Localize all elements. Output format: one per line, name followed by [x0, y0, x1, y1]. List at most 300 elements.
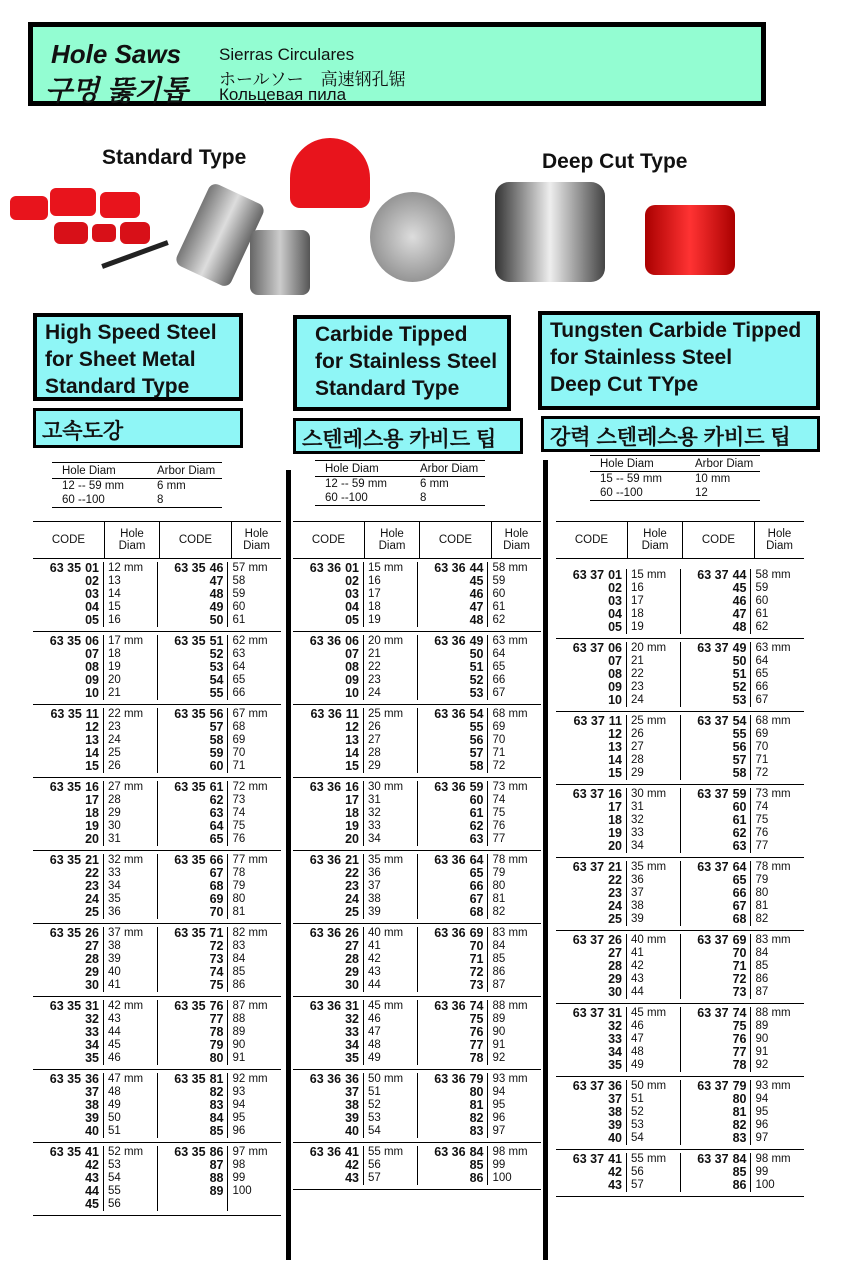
code-prefix: 63 36 [309, 926, 342, 940]
diam-value: 33 [367, 820, 381, 832]
code-suffix: 80 [469, 1085, 484, 1099]
diam-value: 15 mm [367, 562, 404, 574]
hole-diam [631, 960, 680, 973]
code-suffix: 27 [85, 939, 99, 953]
diam-cell [751, 1080, 804, 1145]
diam-value: 98 mm [755, 1153, 791, 1165]
diam-value: 62 mm [232, 635, 268, 647]
code-cell [681, 788, 752, 853]
type-line: Carbide Tipped [315, 323, 468, 346]
diam-value: 20 mm [630, 642, 667, 654]
code-suffix: 47 [209, 574, 224, 588]
arbor-row [315, 477, 485, 491]
diam-value: 91 [755, 1046, 769, 1058]
hole-diam [232, 575, 281, 588]
diam-value: 43 [630, 973, 644, 985]
carbide-hole-saw-image [250, 230, 310, 295]
code-suffix: 26 [85, 926, 99, 940]
diam-value: 85 [232, 966, 246, 978]
code-group [33, 924, 281, 997]
code-cell [418, 1146, 489, 1185]
code-suffix: 60 [209, 759, 224, 773]
hole-diam [492, 979, 541, 992]
hole-diam [755, 1166, 804, 1179]
diam-value: 82 [492, 906, 506, 918]
hole-diam [108, 648, 157, 661]
diam-value: 81 [492, 893, 506, 905]
code-suffix: 52 [732, 680, 747, 694]
diam-value: 54 [107, 1172, 121, 1184]
diam-cell [488, 1000, 541, 1065]
code-suffix: 44 [85, 1184, 99, 1198]
code-prefix: 63 37 [572, 641, 605, 655]
hole-diam [232, 562, 281, 575]
code-suffix: 42 [85, 1158, 99, 1172]
code-suffix: 20 [608, 839, 622, 853]
hole-diam [631, 900, 680, 913]
code-group [293, 559, 541, 632]
diam-value: 48 [107, 1086, 121, 1098]
title-en: Hole Saws [51, 39, 182, 69]
code-suffix: 11 [345, 707, 359, 721]
standard-type-label: Standard Type [102, 146, 247, 169]
code-cell [33, 781, 104, 846]
diam-value: 59 [232, 588, 246, 600]
code-group [293, 924, 541, 997]
hole-diam [755, 1046, 804, 1059]
code-prefix: 63 37 [697, 568, 729, 582]
type-box-hss [33, 313, 243, 401]
code [158, 906, 224, 919]
diam-cell [104, 927, 158, 992]
hole-diam [232, 588, 281, 601]
code [33, 1125, 99, 1138]
code [681, 1059, 747, 1072]
code-cell [681, 1153, 752, 1192]
diam-value: 94 [232, 1099, 246, 1111]
code-suffix: 05 [345, 613, 359, 627]
code-suffix: 20 [85, 832, 99, 846]
code-prefix: 63 37 [572, 1152, 605, 1166]
diam-value: 48 [630, 1046, 644, 1058]
diam-value: 83 mm [755, 934, 791, 946]
code-suffix: 71 [732, 959, 747, 973]
code-suffix: 62 [732, 826, 747, 840]
diam-value: 96 [232, 1125, 246, 1137]
code-suffix: 43 [85, 1171, 99, 1185]
hole-diam [368, 1086, 417, 1099]
code-suffix: 40 [345, 1124, 359, 1138]
code-suffix: 52 [209, 647, 224, 661]
diam-value: 73 [232, 794, 246, 806]
diam-cell [104, 1146, 158, 1211]
diam-cell [228, 635, 281, 700]
hole-diam [368, 794, 417, 807]
column-header: Hole Diam [243, 528, 270, 552]
code-prefix: 63 37 [572, 787, 605, 801]
hole-diam [108, 1073, 157, 1086]
code-cell [158, 1146, 229, 1211]
code-suffix: 82 [732, 1118, 747, 1132]
code-suffix: 28 [608, 959, 622, 973]
code-suffix: 22 [345, 866, 359, 880]
column-header: CODE [160, 522, 232, 558]
diam-value: 88 [232, 1013, 246, 1025]
diam-value: 77 [755, 840, 769, 852]
diam-value: 30 [107, 820, 121, 832]
code-suffix: 30 [85, 978, 99, 992]
diam-value: 49 [367, 1052, 381, 1064]
code-suffix: 18 [608, 813, 622, 827]
hole-diam [368, 953, 417, 966]
diam-value: 24 [107, 734, 121, 746]
code-suffix: 26 [345, 926, 359, 940]
diam-value: 43 [107, 1013, 121, 1025]
code-prefix: 63 35 [174, 1145, 206, 1159]
diam-cell [751, 569, 804, 634]
code [158, 1125, 224, 1138]
diam-value: 89 [755, 1020, 769, 1032]
code-cell [681, 715, 752, 780]
code-group [33, 1070, 281, 1143]
diam-value: 67 mm [232, 708, 268, 720]
hole-diam [108, 661, 157, 674]
code-suffix: 26 [608, 933, 622, 947]
arbor-row [590, 472, 760, 486]
diam-value: 98 [232, 1159, 246, 1171]
hole-diam [492, 562, 541, 575]
code-suffix: 02 [608, 581, 622, 595]
diam-value: 67 [755, 694, 769, 706]
diam-value: 35 mm [630, 861, 667, 873]
table-header-row [33, 521, 281, 559]
code [158, 687, 224, 700]
code-suffix: 12 [85, 720, 99, 734]
diam-value: 17 [367, 588, 381, 600]
arbor-cell: 8 [157, 494, 164, 506]
code-suffix: 65 [732, 873, 747, 887]
code-table-6335 [33, 521, 281, 1216]
code-suffix: 49 [209, 600, 224, 614]
diam-value: 85 [492, 953, 506, 965]
diam-value: 71 [492, 747, 506, 759]
diam-value: 21 [367, 648, 381, 660]
code-suffix: 07 [608, 654, 622, 668]
hole-diam [755, 1106, 804, 1119]
diam-cell [364, 635, 418, 700]
hole-diam [631, 1166, 680, 1179]
diam-value: 93 mm [755, 1080, 791, 1092]
code-suffix: 12 [345, 720, 359, 734]
code-suffix: 67 [732, 899, 747, 913]
diam-value: 77 mm [232, 854, 268, 866]
code-suffix: 82 [469, 1111, 484, 1125]
code-prefix: 63 35 [174, 1072, 206, 1086]
code-suffix: 13 [85, 733, 99, 747]
code-cell [33, 708, 104, 773]
code-suffix: 03 [85, 587, 99, 601]
code [293, 1125, 359, 1138]
hole-diam [755, 840, 804, 853]
diam-value: 49 [630, 1059, 644, 1071]
code-suffix: 24 [608, 899, 622, 913]
hole-diam [492, 648, 541, 661]
code-prefix: 63 36 [309, 1072, 342, 1086]
diam-value: 36 [107, 906, 121, 918]
arbor-header: Hole Diam [62, 465, 116, 477]
code-suffix: 60 [469, 793, 484, 807]
code-suffix: 15 [608, 766, 622, 780]
code-group [33, 778, 281, 851]
diam-value: 46 [630, 1020, 644, 1032]
hole-diam [232, 674, 281, 687]
diam-value: 47 mm [107, 1073, 144, 1085]
code-suffix: 66 [732, 886, 747, 900]
code [556, 1132, 622, 1145]
hole-diam [492, 635, 541, 648]
hole-diam [108, 854, 157, 867]
code [33, 614, 99, 627]
diam-value: 58 [232, 575, 246, 587]
code-cell [556, 788, 627, 853]
hole-diam [631, 694, 680, 707]
hole-diam [492, 953, 541, 966]
column-header: CODE [33, 522, 105, 558]
hole-diam [755, 887, 804, 900]
type-line: High Speed Steel [45, 321, 217, 344]
hole-diam [108, 687, 157, 700]
diam-value: 67 [492, 687, 506, 699]
code [556, 621, 622, 634]
arbor-header: Hole Diam [325, 463, 379, 475]
code [158, 979, 224, 992]
code [556, 913, 622, 926]
hole-diam [755, 655, 804, 668]
code-cell [33, 635, 104, 700]
code-cell [681, 569, 752, 634]
hole-diam [755, 973, 804, 986]
arbor-cell: 12 -- 59 mm [325, 478, 387, 490]
code-suffix: 64 [732, 860, 747, 874]
diam-value: 33 [107, 867, 121, 879]
code [418, 614, 484, 627]
code-suffix: 45 [469, 574, 484, 588]
code-suffix: 39 [85, 1111, 99, 1125]
code-suffix: 78 [469, 1051, 484, 1065]
code-cell [158, 927, 229, 992]
code [681, 1179, 747, 1192]
code-cell [158, 854, 229, 919]
code-prefix: 63 35 [174, 780, 206, 794]
hole-diam [108, 867, 157, 880]
code-suffix: 03 [608, 594, 622, 608]
arbor-cell: 8 [420, 492, 427, 504]
hole-diam [631, 715, 680, 728]
code-suffix: 19 [608, 826, 622, 840]
hole-diam [755, 1179, 804, 1192]
diam-value: 39 [107, 953, 121, 965]
code-suffix: 83 [732, 1131, 747, 1145]
hole-diam [631, 681, 680, 694]
diam-cell [751, 934, 804, 999]
hole-diam [108, 1013, 157, 1026]
hole-diam [232, 1159, 281, 1172]
code-suffix: 14 [345, 746, 359, 760]
hole-diam [108, 794, 157, 807]
hole-diam [492, 1159, 541, 1172]
code-suffix: 72 [732, 972, 747, 986]
hole-diam [492, 588, 541, 601]
hole-diam [492, 1013, 541, 1026]
hole-diam [232, 747, 281, 760]
code-group [556, 639, 804, 712]
diam-value: 25 mm [630, 715, 667, 727]
code-suffix: 58 [469, 759, 484, 773]
code-suffix: 85 [732, 1165, 747, 1179]
diam-value: 44 [367, 979, 381, 991]
hole-diam [492, 1039, 541, 1052]
table-header-row [293, 521, 541, 559]
diam-value: 80 [492, 880, 506, 892]
diam-value: 79 [755, 874, 769, 886]
hole-diam [368, 760, 417, 773]
diam-value: 34 [107, 880, 121, 892]
code [293, 687, 359, 700]
diam-value: 32 mm [107, 854, 144, 866]
code-suffix: 56 [732, 740, 747, 754]
code-suffix: 14 [85, 746, 99, 760]
code-prefix: 63 36 [309, 561, 342, 575]
code-suffix: 53 [469, 686, 484, 700]
code-group [556, 858, 804, 931]
code [33, 687, 99, 700]
diam-cell [104, 1000, 158, 1065]
diam-value: 38 [107, 940, 121, 952]
diam-value: 75 [492, 807, 506, 819]
code-prefix: 63 35 [174, 707, 206, 721]
diam-value: 66 [232, 687, 246, 699]
hole-diam [108, 966, 157, 979]
hole-diam [492, 927, 541, 940]
code-cell [681, 934, 752, 999]
diam-value: 63 mm [492, 635, 528, 647]
diam-value: 86 [492, 966, 506, 978]
code-suffix: 67 [469, 892, 484, 906]
code [293, 1052, 359, 1065]
diam-cell [751, 1007, 804, 1072]
code-cell [158, 562, 229, 627]
diam-cell [228, 1000, 281, 1065]
code-suffix: 39 [608, 1118, 622, 1132]
diam-value: 15 mm [630, 569, 667, 581]
code-cell [293, 708, 364, 773]
hole-diam [368, 854, 417, 867]
diam-value: 65 [755, 668, 769, 680]
hole-diam [368, 614, 417, 627]
code [418, 1125, 484, 1138]
diam-value: 58 mm [492, 562, 528, 574]
code-suffix: 63 [469, 832, 484, 846]
code [681, 694, 747, 707]
code-cell [556, 715, 627, 780]
hole-diam [631, 1132, 680, 1145]
code-suffix: 69 [732, 933, 747, 947]
hole-diam [108, 614, 157, 627]
code-prefix: 63 36 [309, 634, 342, 648]
hole-diam [108, 893, 157, 906]
code-suffix: 78 [732, 1058, 747, 1072]
hole-diam [232, 979, 281, 992]
code-suffix: 73 [209, 952, 224, 966]
code-suffix: 12 [608, 727, 622, 741]
diam-value: 58 mm [755, 569, 791, 581]
hole-diam [108, 1026, 157, 1039]
diam-value: 31 [367, 794, 381, 806]
diam-cell [104, 781, 158, 846]
hole-diam [755, 582, 804, 595]
diam-value: 40 [107, 966, 121, 978]
type-box-tungsten [538, 311, 820, 410]
hole-diam [108, 1086, 157, 1099]
hole-diam [232, 854, 281, 867]
code-group [556, 1004, 804, 1077]
code-suffix: 89 [209, 1184, 224, 1198]
diam-value: 16 [630, 582, 644, 594]
hole-diam [368, 721, 417, 734]
code-suffix: 54 [732, 714, 747, 728]
code-cell [556, 642, 627, 707]
hole-diam [232, 1026, 281, 1039]
code-suffix: 36 [85, 1072, 99, 1086]
diam-value: 16 [107, 614, 121, 626]
hole-diam [108, 820, 157, 833]
hole-diam [368, 781, 417, 794]
code-cell [418, 1000, 489, 1065]
code-suffix: 34 [608, 1045, 622, 1059]
hole-diam [108, 940, 157, 953]
code-suffix: 86 [469, 1171, 484, 1185]
hole-diam [368, 1146, 417, 1159]
code-prefix: 63 36 [309, 853, 342, 867]
hole-diam [631, 1059, 680, 1072]
code-suffix: 64 [209, 819, 224, 833]
diam-value: 24 [367, 687, 381, 699]
code-suffix: 06 [608, 641, 622, 655]
hole-diam [755, 827, 804, 840]
code-group [293, 851, 541, 924]
type-line: for Stainless Steel [550, 346, 733, 369]
diam-value: 62 [492, 614, 506, 626]
code-cell [33, 1146, 104, 1211]
hole-diam [631, 788, 680, 801]
hole-diam [108, 1099, 157, 1112]
code-suffix: 44 [469, 561, 484, 575]
diam-value: 100 [232, 1185, 252, 1197]
code [418, 906, 484, 919]
diam-value: 92 mm [232, 1073, 268, 1085]
hole-diam [232, 1125, 281, 1138]
diam-value: 64 [492, 648, 506, 660]
diam-value: 32 [630, 814, 644, 826]
hole-diam [108, 601, 157, 614]
code-cell [418, 854, 489, 919]
diam-cell [627, 1153, 681, 1192]
type-line: for Stainless Steel [315, 350, 498, 373]
diam-value: 68 [232, 721, 246, 733]
code-suffix: 80 [732, 1092, 747, 1106]
code-prefix: 63 35 [49, 634, 82, 648]
hole-diam [368, 940, 417, 953]
